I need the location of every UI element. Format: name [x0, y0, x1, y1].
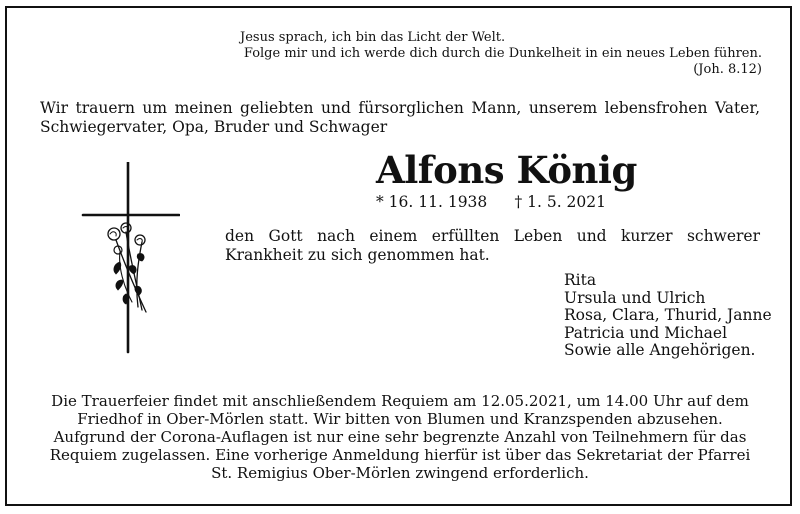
funeral-line: Requiem zugelassen. Eine vorherige Anmeldung hierfür ist über das Sekretariat der Pfarrei — [49, 446, 751, 464]
funeral-line: St. Remigius Ober-Mörlen zwingend erforderlich. — [211, 464, 589, 482]
mourner-line: Ursula und Ulrich — [564, 288, 706, 307]
funeral-line: Die Trauerfeier findet mit anschließendem Requiem am 12.05.2021, um 14.00 Uhr auf dem — [51, 392, 749, 410]
verse-line-1: Jesus sprach, ich bin das Licht der Welt. — [240, 30, 506, 45]
mourner-line: Sowie alle Angehörigen. — [564, 341, 756, 359]
mourners-list — [564, 272, 772, 360]
funeral-line: Friedhof in Ober-Mörlen statt. Wir bitten von Blumen und Kranzspenden abzusehen. — [77, 410, 723, 428]
mourner-line: Rosa, Clara, Thurid, Janne — [564, 306, 772, 324]
birth-date: * 16. 11. 1938 — [376, 193, 488, 211]
mourner-line: Patricia und Michael — [564, 323, 728, 342]
verse-reference: (Joh. 8.12) — [693, 62, 762, 77]
bible-verse — [202, 30, 762, 78]
funeral-information — [40, 392, 760, 482]
verse-line-2: Folge mir und ich werde dich durch die Dunkelheit in ein neues Leben führen. — [243, 46, 762, 61]
death-text: den Gott nach einem erfüllten Leben und kurzer schwerer Krankheit zu sich genommen hat. — [225, 227, 760, 264]
mourner-line: Rita — [564, 271, 597, 289]
funeral-line: Aufgrund der Corona-Auflagen ist nur eine sehr begrenzte Anzahl von Teilnehmern für das — [53, 428, 747, 446]
intro-text: Wir trauern um meinen geliebten und fürsorglichen Mann, unserem lebensfrohen Vater, Schwiegervater, Opa, Bruder und Schwager — [40, 99, 760, 136]
deceased-name: Alfons König — [376, 148, 637, 192]
death-date: † 1. 5. 2021 — [514, 193, 606, 211]
cross-with-roses-icon — [80, 162, 180, 357]
